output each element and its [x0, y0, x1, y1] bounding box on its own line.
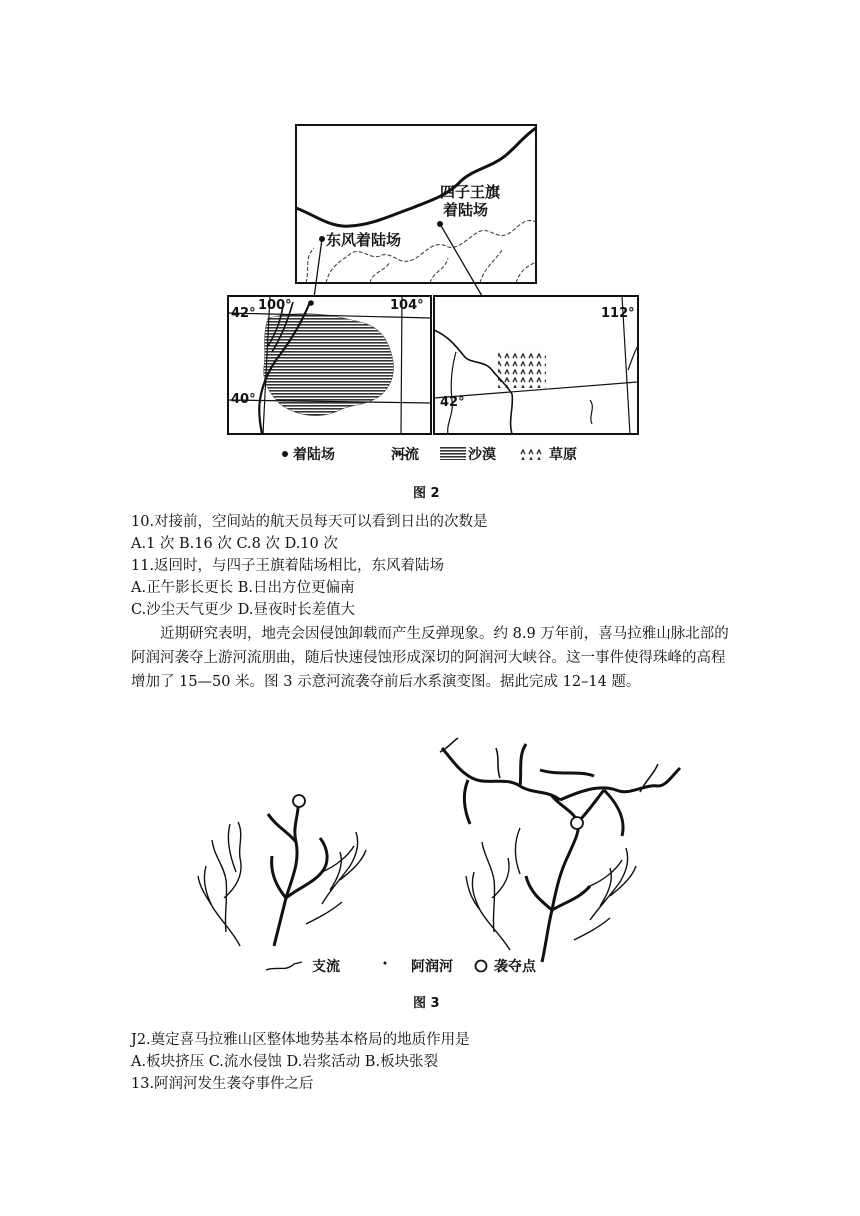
siziwang-label-1: 四子王旗	[440, 183, 501, 201]
figure2-legend	[282, 446, 577, 463]
dongfeng-label: 东风着陆场	[326, 231, 402, 249]
figure-2-caption: 图 2	[413, 486, 440, 501]
lat-42-right-label: 42°	[440, 395, 465, 410]
figure3-legend	[266, 958, 537, 975]
capture-point-before	[293, 795, 305, 807]
grassland-swatch	[520, 446, 544, 460]
desert-swatch	[440, 446, 466, 460]
figure-3-caption: 图 3	[413, 996, 440, 1011]
question-10-options: A.1 次 B.16 次 C.8 次 D.10 次	[131, 536, 338, 552]
question-13: 13.阿润河发生袭夺事件之后	[131, 1076, 314, 1092]
legend-desert: 沙漠	[468, 447, 496, 463]
drainage-before	[198, 795, 366, 946]
grassland-area	[498, 350, 546, 388]
lon-100-label: 100°	[258, 298, 292, 313]
legend-capture-point: 袭夺点	[494, 959, 536, 975]
figure-3-drainage-diagram	[0, 730, 860, 990]
lat-42-label: 42°	[231, 306, 256, 321]
drainage-after	[440, 738, 680, 962]
siziwang-label-2: 着陆场	[443, 201, 489, 219]
legend-arun-river: 阿润河	[411, 959, 453, 975]
legend-tributary: 支流	[312, 959, 340, 975]
dongfeng-inset-map	[228, 296, 431, 434]
capture-point-swatch	[476, 961, 487, 972]
arun-river-swatch	[384, 962, 387, 965]
lat-40-label: 40°	[231, 392, 256, 407]
question-11-options-ab: A.正午影长更长 B.日出方位更偏南	[131, 580, 355, 596]
question-11: 11.返回时，与四子王旗着陆场相比，东风着陆场	[131, 558, 445, 574]
lon-104-label: 104°	[390, 298, 424, 313]
legend-grassland: 草原	[549, 447, 577, 463]
tributary-swatch	[266, 962, 302, 970]
lon-112-label: 112°	[601, 306, 635, 321]
capture-point-after	[571, 817, 583, 829]
question-11-options-cd: C.沙尘天气更少 D.昼夜时长差值大	[131, 602, 356, 618]
siziwang-inset-map	[434, 296, 638, 434]
question-12: J2.奠定喜马拉雅山区整体地势基本格局的地质作用是	[131, 1032, 470, 1048]
question-10: 10.对接前，空间站的航天员每天可以看到日出的次数是	[131, 514, 488, 530]
dongfeng-inset-dot	[308, 300, 314, 306]
legend-river: 河流	[391, 447, 419, 463]
overview-map	[296, 125, 536, 305]
legend-landing-site: 着陆场	[293, 447, 335, 463]
passage-paragraph: 近期研究表明，地壳会因侵蚀卸载而产生反弹现象。约 8.9 万年前，喜马拉雅山脉北部的阿润河袭夺上游河流朋曲，随后快速侵蚀形成深切的阿润河大峡谷。这一事件使得珠峰的高程增加了 15—50 米。图 3 示意河流袭夺前后水系演变图。据此完成 12–14 题。	[131, 626, 729, 690]
figure-2-map	[0, 0, 860, 480]
question-12-options: A.板块挤压 C.流水侵蚀 D.岩浆活动 B.板块张裂	[131, 1054, 439, 1070]
